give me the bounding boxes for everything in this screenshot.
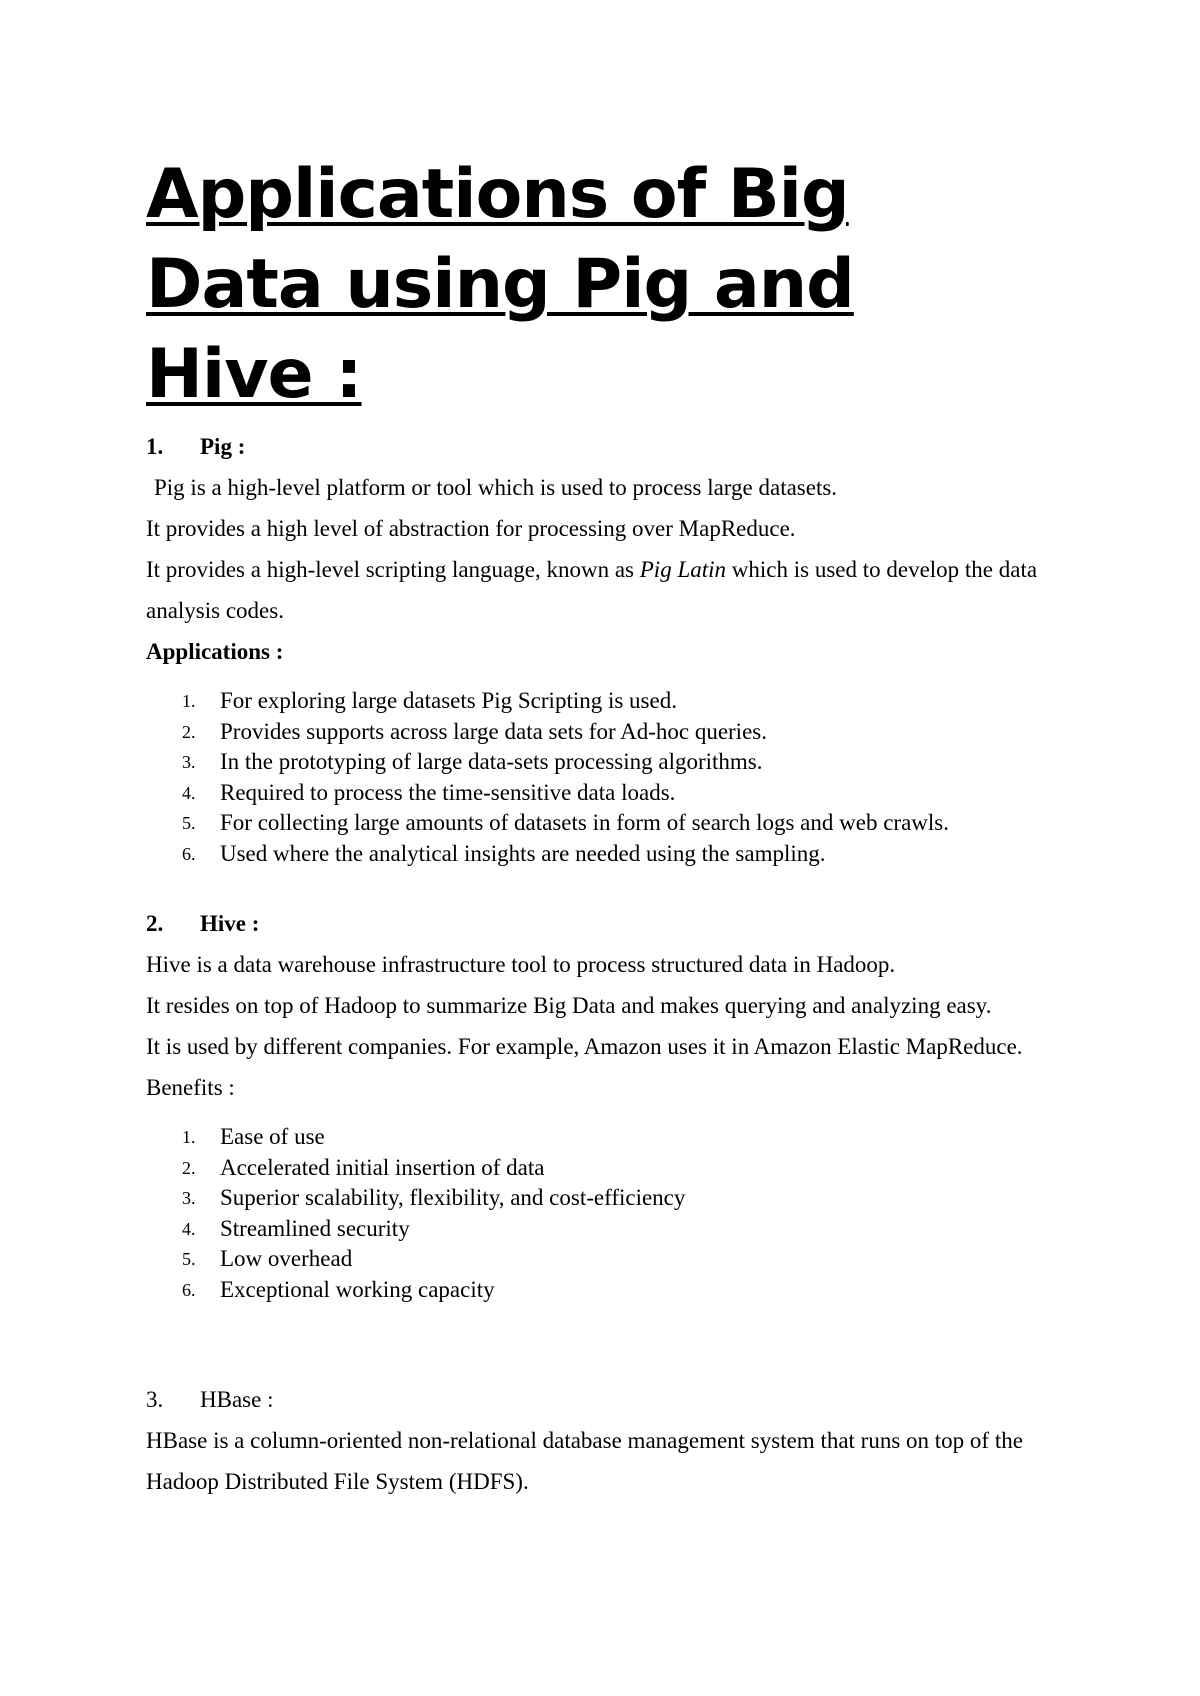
text-run: It provides a high-level scripting language, known as [146,557,640,582]
list-item-text: Low overhead [220,1246,353,1271]
hive-paragraph-1: Hive is a data warehouse infrastructure tool to process structured data in Hadoop. [146,952,896,977]
list-item [146,839,1066,870]
list-item [146,1244,1066,1275]
section-heading-hbase [146,1379,1066,1420]
list-marker: 6. [182,843,196,864]
pig-paragraph-2: It provides a high level of abstraction for processing over MapReduce. [146,516,796,541]
list-marker: 3. [182,752,196,772]
section-heading-pig [146,426,1066,467]
section-hive [146,903,1066,1305]
list-marker: 5. [182,813,196,833]
list-item [146,1122,1066,1153]
section-number: 1. [146,434,164,459]
applications-list [146,686,1066,869]
applications-heading: Applications : [146,639,284,664]
list-item-text: Provides supports across large data sets for Ad-hoc queries. [220,718,767,744]
italic-term: Pig Latin [639,557,727,582]
list-item-text: In the prototyping of large data-sets processing algorithms. [220,749,763,774]
section-title: Hive : [200,911,260,936]
list-item-text: Used where the analytical insights are needed using the sampling. [220,840,826,866]
list-item-text: For exploring large datasets Pig Scripting is used. [220,688,677,713]
pig-paragraph-1: Pig is a high-level platform or tool which is used to process large datasets. [154,475,838,500]
list-item [146,1153,1066,1184]
list-marker: 1. [182,1127,196,1147]
section-number: 3. [146,1387,164,1412]
list-marker: 2. [182,1157,196,1178]
list-item-text: Required to process the time-sensitive data loads. [220,779,676,805]
hbase-paragraph-1: HBase is a column-oriented non-relational database management system that runs on top of the Hadoop Distributed File System (HDFS). [146,1428,1023,1494]
document-title: Applications of Big Data using Pig and Hive : [146,155,854,414]
list-marker: 5. [182,1249,196,1269]
list-item-text: Superior scalability, flexibility, and cost-efficiency [220,1185,686,1210]
section-pig [146,426,1066,869]
section-heading-hive [146,903,1066,944]
text-run: which is used to develop the data analysis codes. [146,557,1038,623]
pig-paragraph-3 [146,549,1066,631]
list-item [146,778,1066,809]
list-marker: 4. [182,1218,196,1239]
list-marker: 6. [182,1279,196,1300]
document-content [146,150,1066,1502]
hive-paragraph-2: It resides on top of Hadoop to summarize Big Data and makes querying and analyzing easy. [146,993,992,1018]
list-marker: 1. [182,691,196,711]
list-item [146,1214,1066,1245]
list-item-text: Exceptional working capacity [220,1276,495,1302]
benefits-heading: Benefits : [146,1075,235,1100]
section-number: 2. [146,911,164,936]
section-title: Pig : [200,434,246,459]
list-item [146,808,1066,839]
section-hbase [146,1379,1066,1502]
list-item [146,686,1066,717]
list-item [146,1275,1066,1306]
list-item-text: Streamlined security [220,1215,410,1241]
list-item-text: Ease of use [220,1124,325,1149]
list-marker: 2. [182,721,196,742]
section-title: HBase : [200,1387,274,1412]
list-item [146,747,1066,778]
benefits-list [146,1122,1066,1305]
list-item [146,717,1066,748]
hive-paragraph-3: It is used by different companies. For example, Amazon uses it in Amazon Elastic MapReduce. [146,1034,1023,1059]
list-item [146,1183,1066,1214]
list-item-text: Accelerated initial insertion of data [220,1154,545,1180]
list-item-text: For collecting large amounts of datasets in form of search logs and web crawls. [220,810,949,835]
list-marker: 4. [182,782,196,803]
list-marker: 3. [182,1188,196,1208]
